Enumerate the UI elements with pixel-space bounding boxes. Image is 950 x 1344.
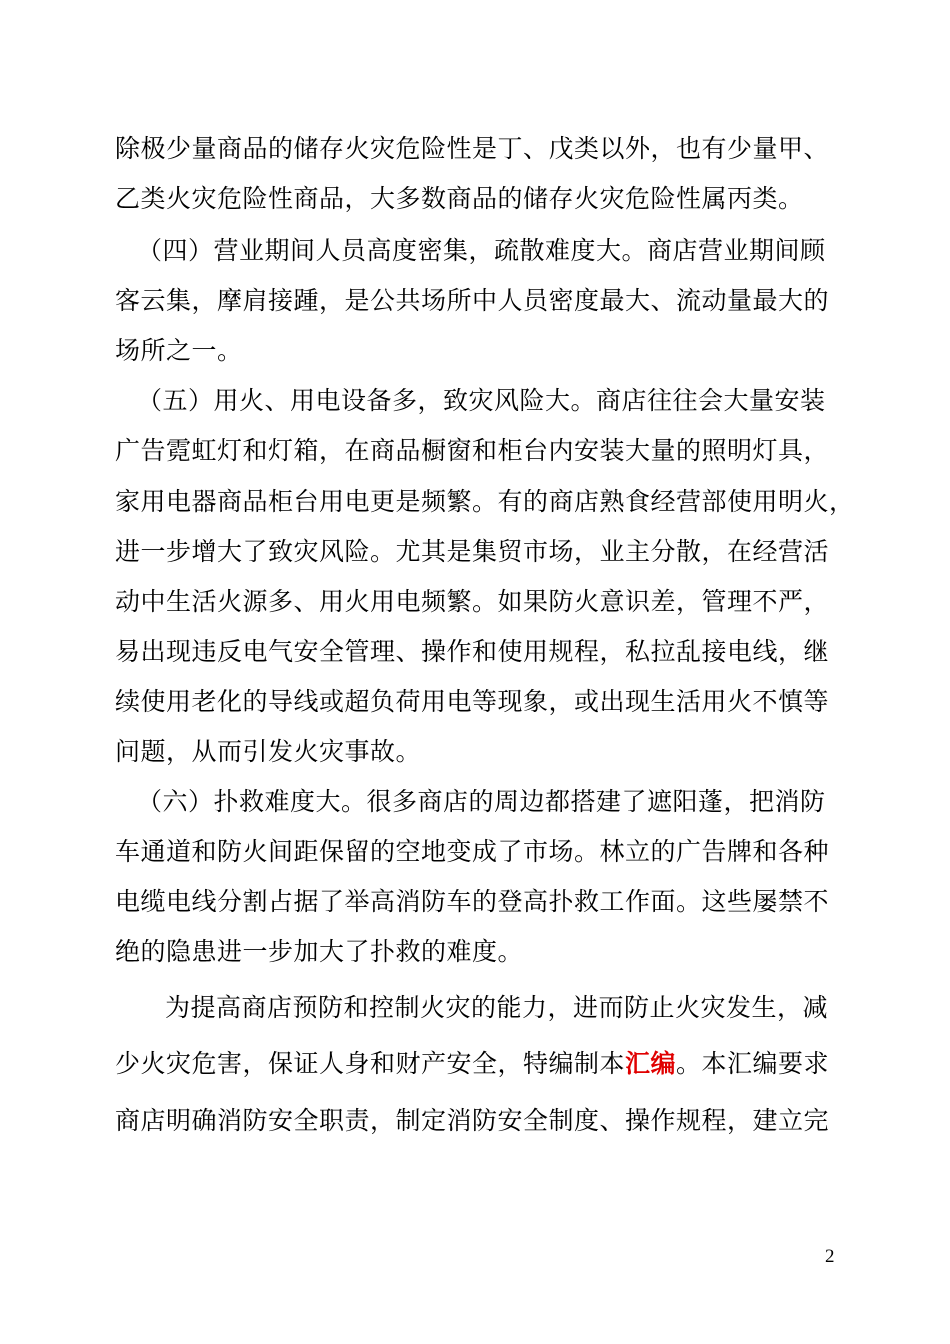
- paragraph-heading-4: （四）营业期间人员高度密集，疏散难度大。商店营业期间顾: [137, 236, 826, 265]
- text-line-with-highlight: [115, 1049, 829, 1079]
- text-line: 商店明确消防安全职责，制定消防安全制度、操作规程，建立完: [115, 1106, 830, 1135]
- text-line: 绝的隐患进一步加大了扑救的难度。: [115, 937, 524, 966]
- text-line: 进一步增大了致灾风险。尤其是集贸市场，业主分散，在经营活: [115, 537, 830, 566]
- paragraph-heading-5: （五）用火、用电设备多，致灾风险大。商店往往会大量安装: [137, 386, 826, 415]
- text-line: 易出现违反电气安全管理、操作和使用规程，私拉乱接电线，继: [115, 637, 830, 666]
- text-line: 问题，从而引发火灾事故。: [115, 737, 422, 766]
- text-line: 客云集，摩肩接踵，是公共场所中人员密度最大、流动量最大的: [115, 286, 830, 315]
- paragraph-intro: 为提高商店预防和控制火灾的能力，进而防止火灾发生，减: [165, 993, 829, 1022]
- text-before-highlight: 少火灾危害，保证人身和财产安全，特编制本: [115, 1049, 626, 1078]
- text-line: 乙类火灾危险性商品，大多数商品的储存火灾危险性属丙类。: [115, 184, 804, 213]
- text-after-highlight: 。本汇编要求: [676, 1049, 830, 1078]
- paragraph-heading-6: （六）扑救难度大。很多商店的周边都搭建了遮阳蓬，把消防: [137, 787, 826, 816]
- page-number: 2: [825, 1246, 835, 1267]
- text-line: 续使用老化的导线或超负荷用电等现象，或出现生活用火不慎等: [115, 687, 830, 716]
- text-line: 家用电器商品柜台用电更是频繁。有的商店熟食经营部使用明火，: [115, 487, 855, 516]
- text-line: 除极少量商品的储存火灾危险性是丁、戊类以外，也有少量甲、: [115, 134, 830, 163]
- text-line: 广告霓虹灯和灯箱，在商品橱窗和柜台内安装大量的照明灯具，: [115, 436, 830, 465]
- text-line: 电缆电线分割占据了举高消防车的登高扑救工作面。这些屡禁不: [115, 887, 830, 916]
- text-line: 场所之一。: [115, 336, 243, 365]
- highlighted-term: 汇编: [625, 1049, 677, 1078]
- text-line: 动中生活火源多、用火用电频繁。如果防火意识差，管理不严，: [115, 587, 830, 616]
- text-line: 车通道和防火间距保留的空地变成了市场。林立的广告牌和各种: [115, 837, 830, 866]
